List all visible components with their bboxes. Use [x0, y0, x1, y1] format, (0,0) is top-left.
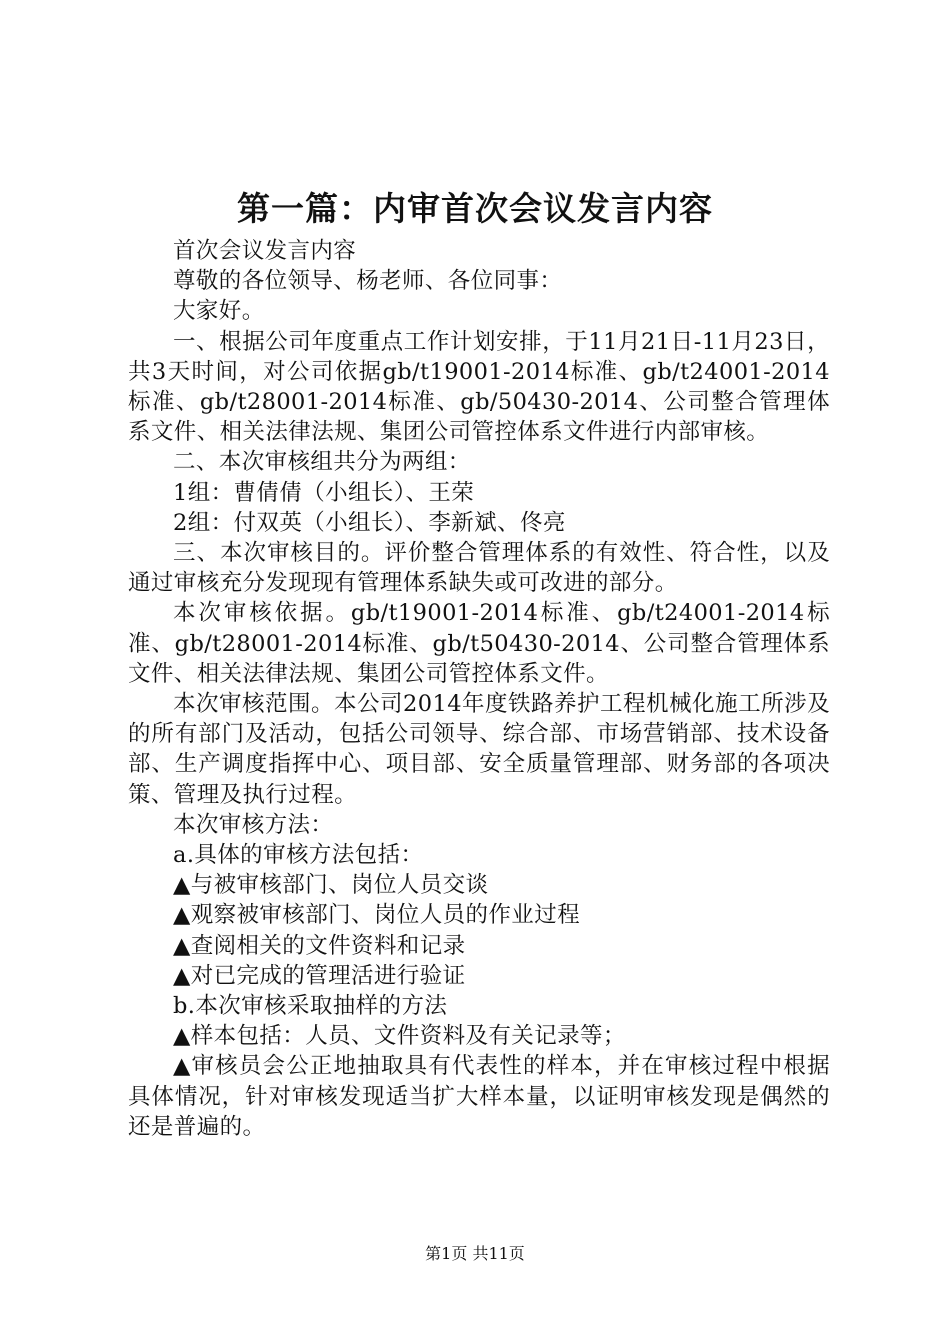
paragraph: a.具体的审核方法包括：: [173, 842, 424, 869]
paragraph: 本次审核依据。gb/t19001-2014标准、gb/t24001-2014标准、gb/t28001-2014标准、gb/t50430-2014、公司整合管理体系文件、相关法律法规、集团公司管控体系文件。: [128, 600, 830, 687]
paragraph: 大家好。: [173, 298, 265, 325]
list-item: ▲对已完成的管理活进行验证: [173, 962, 466, 989]
paragraph: 1组：曹倩倩（小组长）、王荣: [173, 479, 475, 506]
page-number-footer: 第1页 共11页: [425, 1244, 525, 1263]
paragraph: 2组：付双英（小组长）、李新斌、佟亮: [173, 509, 566, 536]
paragraph: 三、本次审核目的。评价整合管理体系的有效性、符合性，以及通过审核充分发现现有管理体系缺失或可改进的部分。: [128, 540, 830, 597]
paragraph: 一、根据公司年度重点工作计划安排，于11月21日-11月23日，共3天时间，对公司依据gb/t19001-2014标准、gb/t24001-2014标准、gb/t28001-2014标准、gb/50430-2014、公司整合管理体系文件、相关法律法规、集团公司管控体系文件进行内部审核。: [128, 328, 830, 446]
document-title: 第一篇：内审首次会议发言内容: [237, 189, 713, 228]
paragraph: 本次审核范围。本公司2014年度铁路养护工程机械化施工所涉及的所有部门及活动，包括公司领导、综合部、市场营销部、技术设备部、生产调度指挥中心、项目部、安全质量管理部、财务部的各项决策、管理及执行过程。: [128, 691, 830, 808]
paragraph: b.本次审核采取抽样的方法: [173, 993, 448, 1020]
list-item: ▲样本包括：人员、文件资料及有关记录等；: [173, 1023, 626, 1050]
document-body: [128, 236, 830, 1142]
list-item: ▲审核员会公正地抽取具有代表性的样本，并在审核过程中根据具体情况，针对审核发现适当扩大样本量，以证明审核发现是偶然的还是普遍的。: [128, 1053, 830, 1140]
paragraph: 本次审核方法：: [173, 811, 334, 838]
list-item: ▲与被审核部门、岗位人员交谈: [173, 872, 489, 899]
paragraph: 首次会议发言内容: [173, 238, 357, 264]
list-item: ▲查阅相关的文件资料和记录: [173, 932, 466, 959]
paragraph: 二、本次审核组共分为两组：: [173, 449, 471, 476]
paragraph: 尊敬的各位领导、杨老师、各位同事：: [173, 268, 563, 295]
list-item: ▲观察被审核部门、岗位人员的作业过程: [173, 902, 581, 929]
